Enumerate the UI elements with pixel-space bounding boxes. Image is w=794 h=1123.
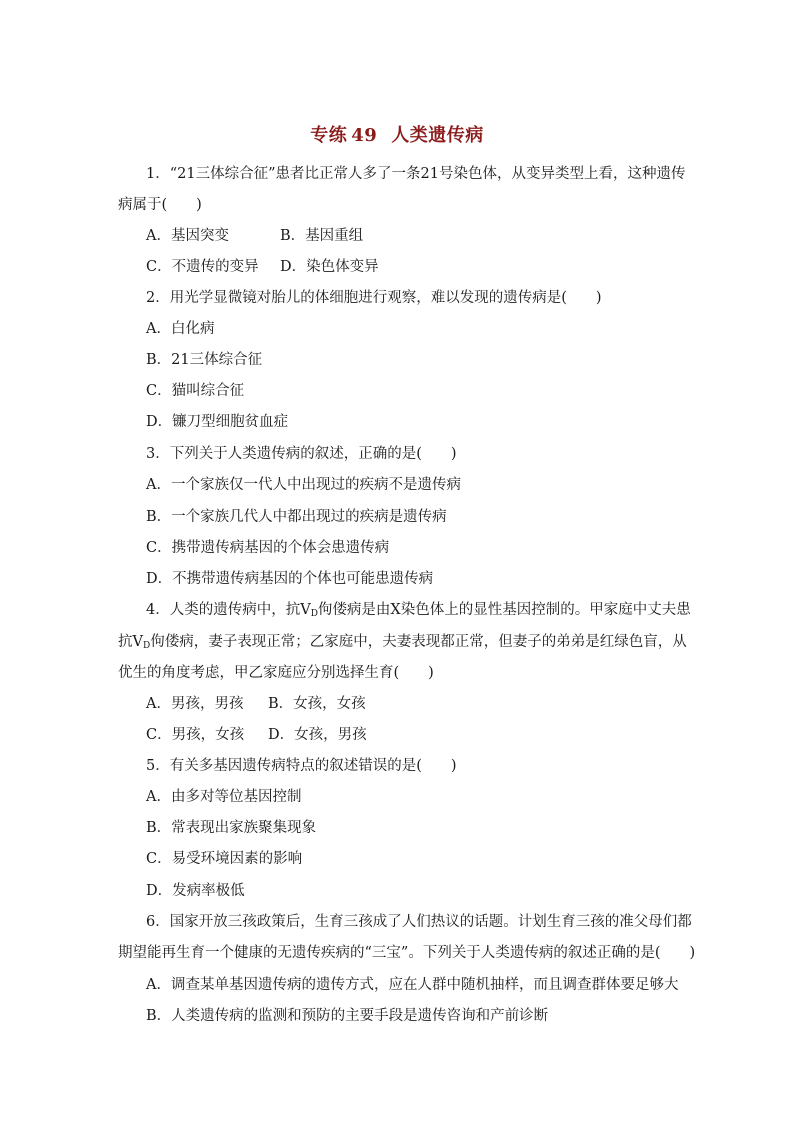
question-2-option-a: A．白化病 [146,321,215,337]
question-2-option-c: C．猫叫综合征 [146,383,245,399]
question-2-stem: 2．用光学显微镜对胎儿的体细胞进行观察，难以发现的遗传病是( ) [146,290,602,306]
question-1-option-a: A．基因突变 [146,228,229,244]
question-4-option-a: A．男孩，男孩 [146,696,244,712]
question-5-option-d: D．发病率极低 [146,883,245,899]
question-4-option-d: D．女孩，男孩 [268,727,367,743]
question-6-option-b: B．人类遗传病的监测和预防的主要手段是遗传咨询和产前诊断 [146,1008,549,1024]
question-1-option-d: D．染色体变异 [280,259,379,275]
question-4-stem: 4．人类的遗传病中，抗$V_D$佝偻病是由X染色体上的显性基因控制的。甲家庭中丈夫患 [146,602,691,619]
page-title [0,121,794,147]
question-4-stem-cont-2: 优生的角度考虑，甲乙家庭应分别选择生育( ) [118,665,434,681]
subscript-d: D [142,641,151,651]
question-1-stem: 1．“21三体综合征”患者比正常人多了一条21号染色体，从变异类型上看，这种遗传 [146,166,686,182]
title-number: 49 [351,125,378,146]
question-2-option-d: D．镰刀型细胞贫血症 [146,414,289,430]
subscript-d: D [310,609,318,619]
question-3-option-a: A．一个家族仅一代人中出现过的疾病不是遗传病 [146,477,461,493]
question-1-stem-cont: 病属于( ) [118,197,202,213]
question-6-stem-cont: 期望能再生育一个健康的无遗传疾病的“三宝”。下列关于人类遗传病的叙述正确的是( ) [118,945,696,961]
question-1-option-c: C．不遗传的变异 [146,259,259,275]
question-4-option-b: B．女孩，女孩 [268,696,366,712]
question-2-option-b: B．21三体综合征 [146,352,263,368]
question-5-stem: 5．有关多基因遗传病特点的叙述错误的是( ) [146,758,457,774]
question-3-option-c: C．携带遗传病基因的个体会患遗传病 [146,540,390,556]
title-prefix: 专练 [310,125,348,146]
question-5-option-b: B．常表现出家族聚集现象 [146,820,317,836]
question-4-option-c: C．男孩，女孩 [146,727,245,743]
question-1-option-b: B．基因重组 [280,228,364,244]
question-3-option-d: D．不携带遗传病基因的个体也可能患遗传病 [146,571,434,587]
title-topic: 人类遗传病 [391,125,484,146]
question-5-option-c: C．易受环境因素的影响 [146,851,303,867]
question-4-stem-cont: 抗$V_D$佝偻病，妻子表现正常；乙家庭中，夫妻表现都正常，但妻子的弟弟是红绿色盲，从 [118,634,687,651]
question-5-option-a: A．由多对等位基因控制 [146,789,302,805]
question-3-option-b: B．一个家族几代人中都出现过的疾病是遗传病 [146,509,447,525]
question-3-stem: 3．下列关于人类遗传病的叙述，正确的是( ) [146,446,457,462]
question-6-option-a: A．调查某单基因遗传病的遗传方式，应在人群中随机抽样，而且调查群体要足够大 [146,977,679,993]
question-6-stem: 6．国家开放三孩政策后，生育三孩成了人们热议的话题。计划生育三孩的准父母们都 [146,914,692,930]
